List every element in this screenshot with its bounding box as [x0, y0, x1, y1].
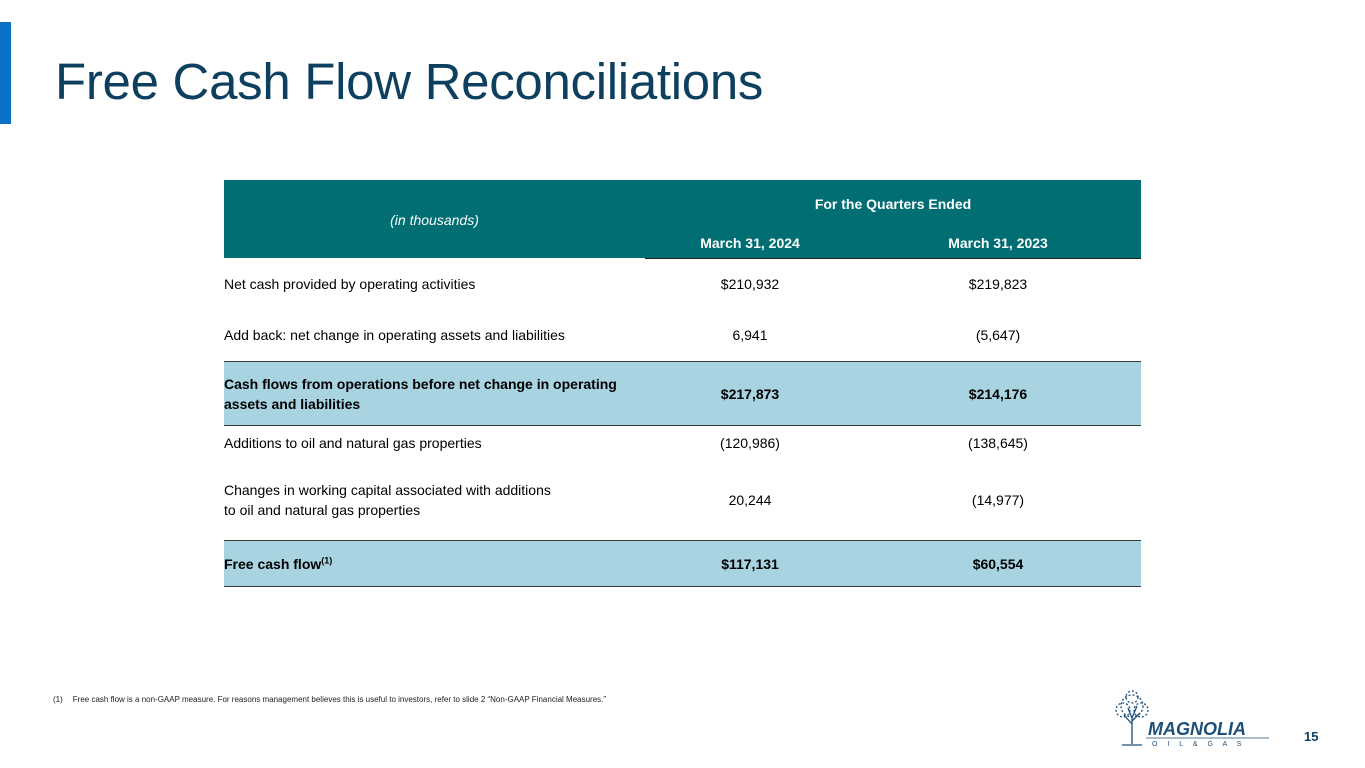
row-value-2024: $217,873 [720, 385, 780, 402]
table-row [224, 426, 1141, 460]
table-row-subtotal [224, 362, 1141, 425]
footnote-marker: (1) [53, 695, 63, 704]
row-value-2024: 20,244 [728, 492, 772, 508]
row-value-2023: $219,823 [968, 276, 1028, 292]
units-label: (in thousands) [390, 212, 479, 228]
row-value-2024: $117,131 [721, 555, 779, 572]
logo-tagline: O I L & G A S [1152, 741, 1246, 748]
table-row [224, 309, 1141, 361]
row-label-line-2: assets and liabilities [224, 395, 361, 412]
row-value-2024: (120,986) [720, 435, 780, 451]
row-value-2023: (138,645) [968, 435, 1028, 451]
logo-wordmark: MAGNOLIA [1148, 719, 1246, 739]
row-label-line-1: Cash flows from operations before net change in operating [224, 375, 617, 392]
row-label: Net cash provided by operating activities [224, 276, 476, 292]
row-label [224, 480, 645, 520]
row-label [224, 374, 645, 414]
table-bottom-rule [224, 586, 1141, 587]
page-title: Free Cash Flow Reconciliations [55, 53, 764, 110]
row-value-2024: $210,932 [720, 276, 780, 292]
row-label: Additions to oil and natural gas properties [224, 435, 482, 451]
free-cash-flow-label: Free cash flow [224, 555, 322, 572]
title-accent-bar [0, 22, 11, 124]
row-value-2024: 6,941 [732, 327, 768, 343]
row-value-2023: (14,977) [971, 492, 1025, 508]
footnote-text: Free cash flow is a non-GAAP measure. For reasons management believes this is useful to investors, refer to slide 2 “Non-GAAP Financial Measures.” [72, 695, 607, 704]
row-label: Add back: net change in operating assets and liabilities [224, 327, 565, 343]
row-label [224, 554, 645, 574]
magnolia-logo [1106, 688, 1272, 748]
column-header-2024: March 31, 2024 [700, 235, 800, 251]
table-header [224, 180, 1141, 259]
page-number: 15 [1304, 729, 1319, 744]
row-value-2023: $214,176 [968, 385, 1028, 402]
column-header-2023: March 31, 2023 [948, 235, 1048, 251]
free-cash-flow-table [224, 180, 1141, 587]
row-value-2023: (5,647) [975, 327, 1021, 343]
row-label-line-2: to oil and natural gas properties [224, 502, 421, 518]
group-header: For the Quarters Ended [814, 196, 972, 212]
row-label-line-1: Changes in working capital associated with additions [224, 482, 551, 498]
table-row-total [224, 541, 1141, 586]
footnote [53, 695, 606, 704]
table-row [224, 259, 1141, 309]
footnote-reference: (1) [321, 554, 333, 565]
table-row [224, 460, 1141, 540]
row-value-2023: $60,554 [972, 555, 1024, 572]
